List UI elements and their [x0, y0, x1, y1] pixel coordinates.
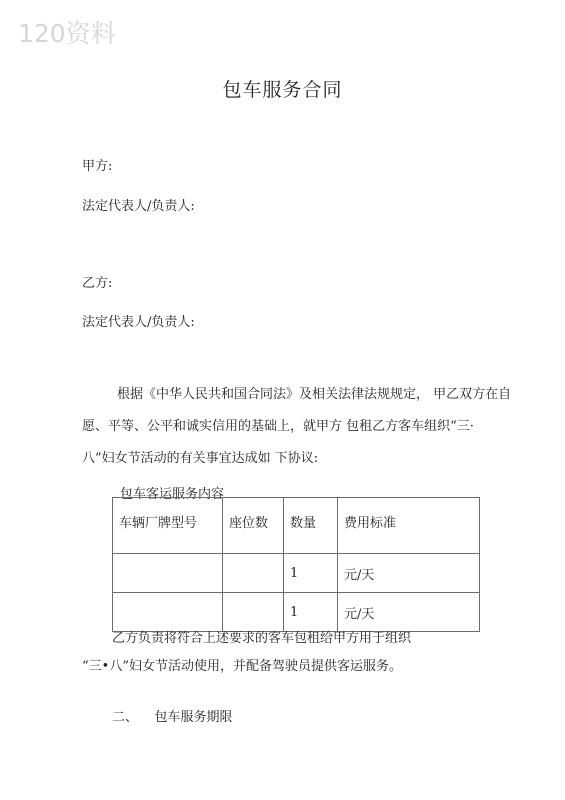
cell-quantity: 1 — [284, 593, 338, 632]
intro-paragraph-line-2: 愿、平等、公平和诚实信用的基础上，就甲方 包租乙方客车组织“三· — [82, 419, 474, 434]
party-a-label: 甲方: — [82, 159, 113, 174]
cell-seats — [223, 593, 284, 632]
cell-vehicle-model — [113, 554, 223, 593]
section-1-title: 包车客运服务内容 — [120, 487, 225, 502]
header-quantity: 数量 — [284, 498, 338, 554]
intro-paragraph-line-3: 八”妇女节活动的有关事宜达成如 下协议: — [82, 451, 319, 466]
header-fee-standard: 费用标准 — [338, 498, 480, 554]
section-2-title: 二、 包车服务期限 — [112, 710, 233, 725]
cell-quantity: 1 — [284, 554, 338, 593]
intro-paragraph-line-1: 根据《中华人民共和国合同法》及相关法律法规规定， 甲乙双方在自 — [117, 387, 512, 402]
party-b-representative-label: 法定代表人/负责人: — [82, 315, 195, 330]
document-title: 包车服务合同 — [222, 79, 343, 101]
table-header-row — [113, 498, 480, 554]
after-table-line-1: 乙方负责将符合上述要求的客车包租给甲方用于组织 — [112, 631, 412, 646]
table-row — [113, 554, 480, 593]
table-row — [113, 593, 480, 632]
party-a-representative-label: 法定代表人/负责人: — [82, 199, 195, 214]
party-b-label: 乙方: — [82, 276, 113, 291]
header-seats: 座位数 — [223, 498, 284, 554]
cell-vehicle-model — [113, 593, 223, 632]
service-content-table — [112, 497, 480, 632]
after-table-line-2: “三•八”妇女节活动使用，并配备驾驶员提供客运服务。 — [82, 659, 402, 674]
cell-seats — [223, 554, 284, 593]
header-vehicle-model: 车辆厂牌型号 — [113, 498, 223, 554]
cell-fee-standard: 元/天 — [338, 593, 480, 632]
cell-fee-standard: 元/天 — [338, 554, 480, 593]
watermark: 120资料 — [18, 19, 116, 48]
